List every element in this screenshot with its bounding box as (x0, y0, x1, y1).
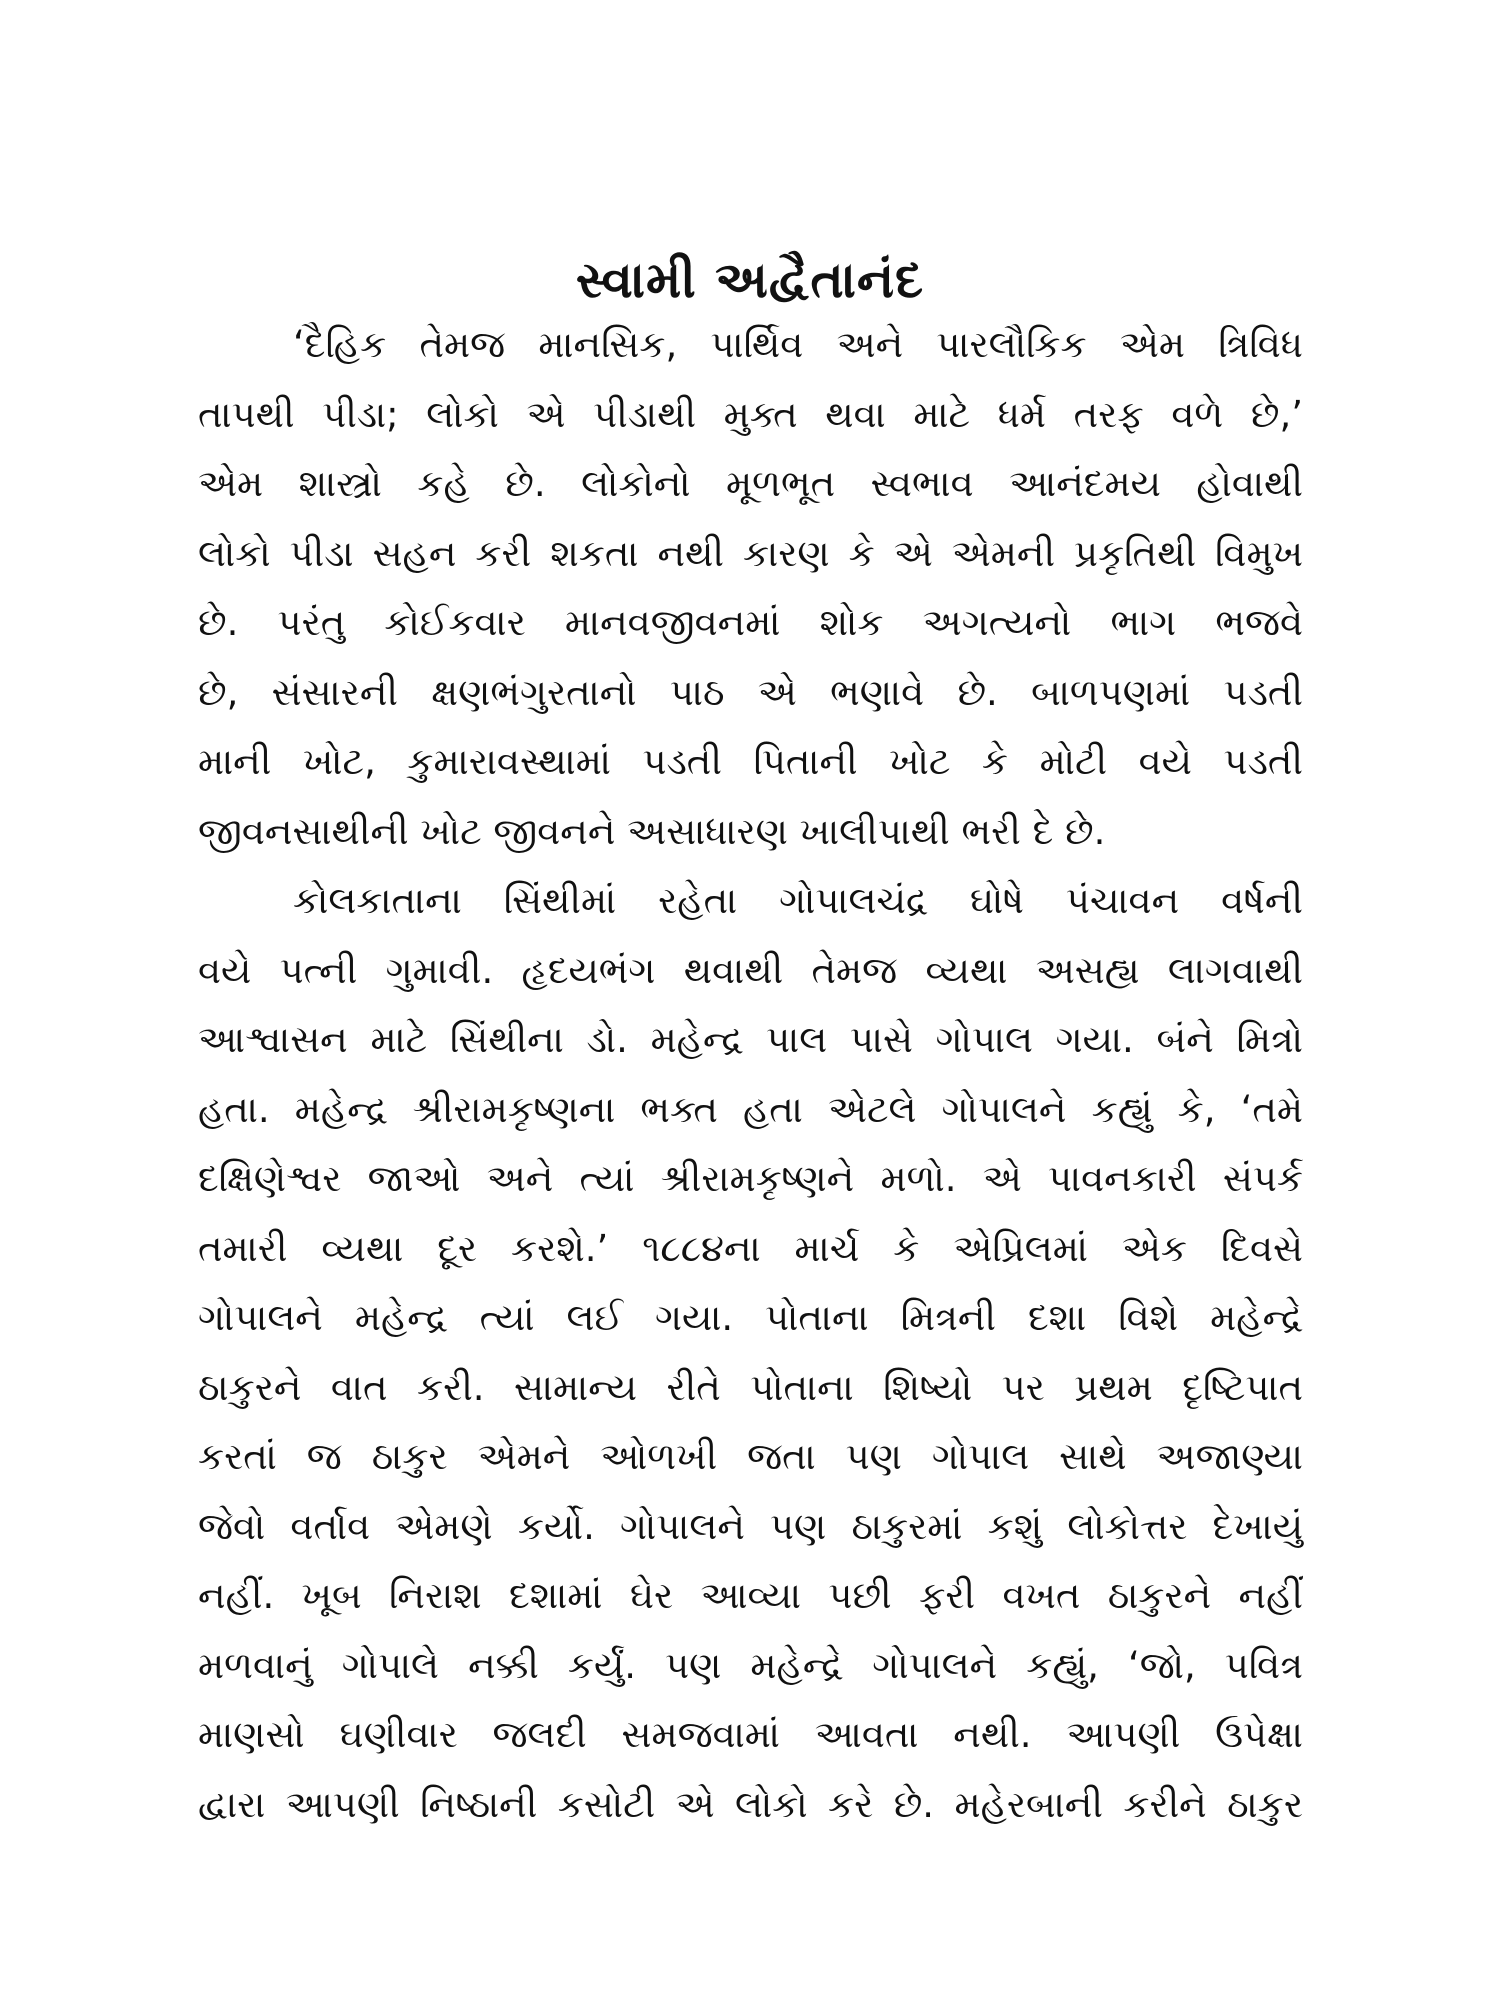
text-line: છે, સંસારની ક્ષણભંગુરતાનો પાઠ એ ભણાવે છે. બાળપણમાં પડતી (198, 670, 1303, 714)
text-line: મળવાનું ગોપાલે નક્કી કર્યું. પણ મહેન્દ્રે ગોપાલને કહ્યું, ‘જો, પવિત્ર (198, 1643, 1303, 1687)
text-line: તમારી વ્યથા દૂર કરશે.’ ૧૮૮૪ના માર્ચ કે એપ્રિલમાં એક દિવસે (198, 1226, 1303, 1270)
text-line: ઠાકુરને વાત કરી. સામાન્ય રીતે પોતાના શિષ્યો પર પ્રથમ દૃષ્ટિપાત (198, 1365, 1303, 1409)
text-line: લોકો પીડા સહન કરી શકતા નથી કારણ કે એ એમની પ્રકૃતિથી વિમુખ (198, 531, 1303, 575)
text-line: દ્વારા આપણી નિષ્ઠાની કસોટી એ લોકો કરે છે. મહેરબાની કરીને ઠાકુર (198, 1782, 1303, 1826)
chapter-title: સ્વામી અદ્વૈતાનંદ (575, 251, 925, 309)
text-line: ‘દૈહિક તેમજ માનસિક, પાર્થિવ અને પારલૌકિક એમ ત્રિવિધ (293, 323, 1303, 366)
text-line: કરતાં જ ઠાકુર એમને ઓળખી જતા પણ ગોપાલ સાથે અજાણ્યા (198, 1435, 1303, 1478)
text-line: હતા. મહેન્દ્ર શ્રીરામકૃષ્ણના ભક્ત હતા એટલે ગોપાલને કહ્યું કે, ‘તમે (198, 1087, 1303, 1131)
text-line: તાપથી પીડા; લોકો એ પીડાથી મુક્ત થવા માટે ધર્મ તરફ વળે છે,’ (198, 392, 1303, 436)
text-line: જીવનસાથીની ખોટ જીવનને અસાધારણ ખાલીપાથી ભરી દે છે. (198, 809, 1106, 853)
text-line: છે. પરંતુ કોઈકવાર માનવજીવનમાં શોક અગત્યનો ભાગ ભજવે (198, 601, 1303, 644)
text-line: માની ખોટ, કુમારાવસ્થામાં પડતી પિતાની ખોટ કે મોટી વયે પડતી (198, 740, 1303, 783)
text-line: આશ્વાસન માટે સિંથીના ડો. મહેન્દ્ર પાલ પાસે ગોપાલ ગયા. બંને મિત્રો (198, 1018, 1303, 1061)
text-line: માણસો ઘણીવાર જલદી સમજવામાં આવતા નથી. આપણી ઉપેક્ષા (198, 1713, 1303, 1756)
text-line: જેવો વર્તાવ એમણે કર્યો. ગોપાલને પણ ઠાકુરમાં કશું લોકોત્તર દેખાયું (198, 1504, 1303, 1548)
text-line: એમ શાસ્ત્રો કહે છે. લોકોનો મૂળભૂત સ્વભાવ આનંદમય હોવાથી (198, 462, 1303, 505)
text-line: નહીં. ખૂબ નિરાશ દશામાં ઘેર આવ્યા પછી ફરી વખત ઠાકુરને નહીં (198, 1574, 1303, 1617)
text-line: કોલકાતાના સિંથીમાં રહેતા ગોપાલચંદ્ર ઘોષે પંચાવન વર્ષની (293, 879, 1303, 922)
text-line: ગોપાલને મહેન્દ્ર ત્યાં લઈ ગયા. પોતાના મિત્રની દશા વિશે મહેન્દ્રે (198, 1296, 1303, 1339)
chapter-body (198, 310, 1303, 1839)
text-line: દક્ષિણેશ્વર જાઓ અને ત્યાં શ્રીરામકૃષ્ણને મળો. એ પાવનકારી સંપર્ક (198, 1157, 1303, 1200)
text-line: વયે પત્ની ગુમાવી. હૃદયભંગ થવાથી તેમજ વ્યથા અસહ્ય લાગવાથી (198, 948, 1303, 992)
